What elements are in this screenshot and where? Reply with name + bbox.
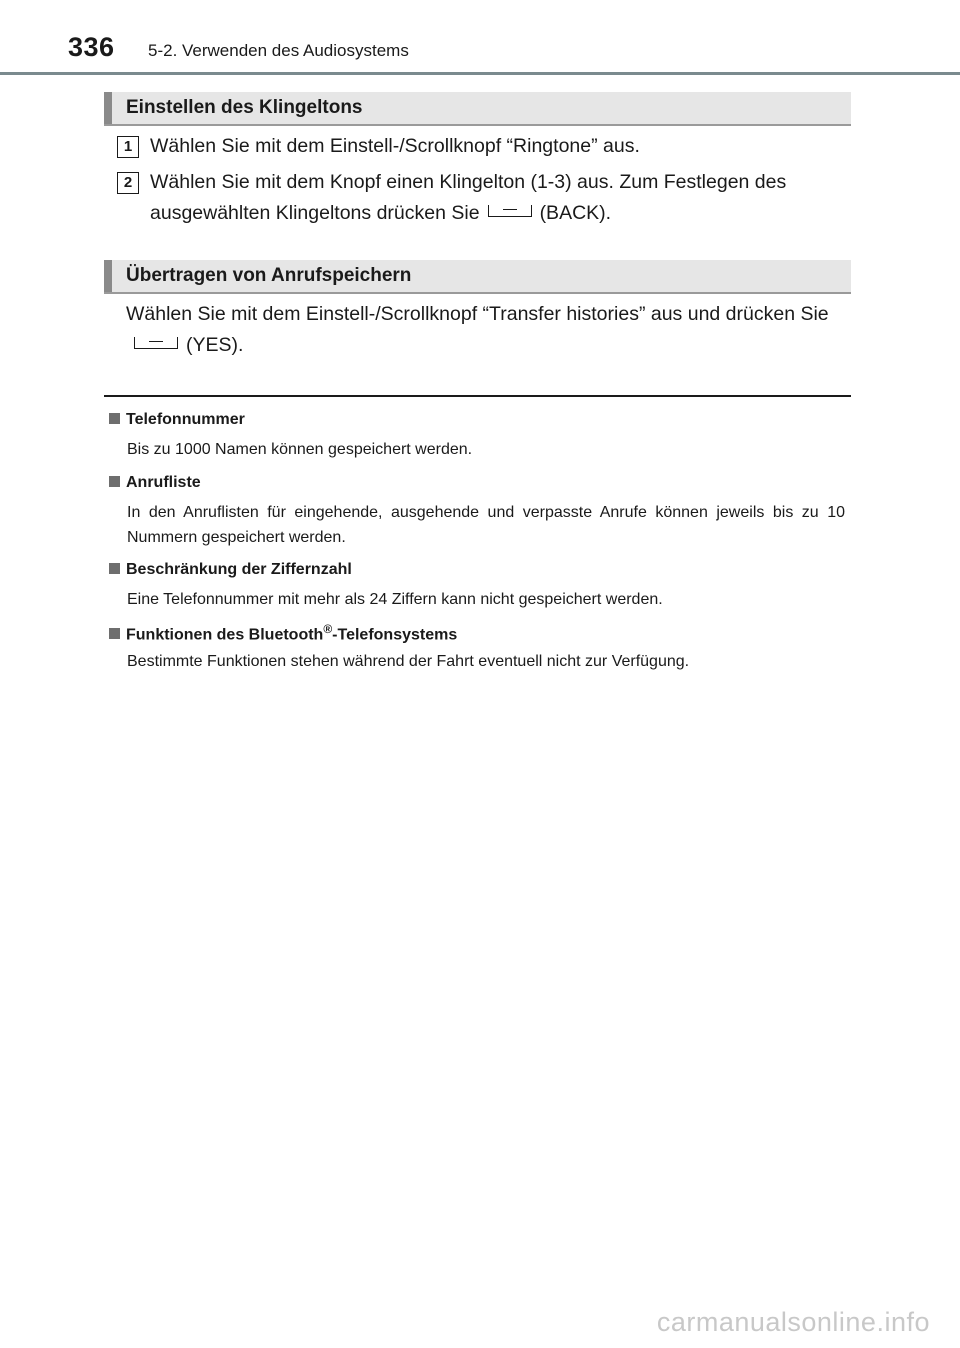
step-number-2: 2: [117, 172, 139, 194]
step-number-1: 1: [117, 136, 139, 158]
section-title: Übertragen von Anrufspeichern: [126, 265, 412, 286]
section-accent: [104, 92, 112, 124]
bullet-square-icon: [109, 628, 120, 639]
note-body-telefonnummer: Bis zu 1000 Namen können gespeichert werden.: [127, 441, 473, 458]
step-text-2-tail: (BACK).: [539, 202, 612, 224]
step-text-2-main: Wählen Sie mit dem Knopf einen Klingelton (1-3) aus. Zum Festlegen des ausgewählten Klingeltons drücken Sie: [150, 171, 787, 224]
note-title: Telefonnummer: [126, 411, 245, 428]
bullet-square-icon: [109, 476, 120, 487]
section-header-transfer: [104, 260, 851, 294]
step-text-2: [150, 167, 850, 229]
note-title-tail: -Telefonsystems: [332, 626, 458, 644]
header-rule: [0, 72, 960, 75]
note-title: Beschränkung der Ziffernzahl: [126, 561, 352, 578]
note-heading-telefonnummer: [109, 411, 245, 429]
note-heading-ziffernzahl: [109, 561, 352, 579]
transfer-text-main: Wählen Sie mit dem Einstell-/Scrollknopf “Transfer histories” aus und drücken Sie: [126, 303, 829, 325]
bullet-square-icon: [109, 563, 120, 574]
note-title: Anrufliste: [126, 474, 201, 491]
note-body-anrufliste: In den Anruflisten für eingehende, ausgehende und verpasste Anrufe können jeweils bis zu 10 Nummern gespeichert werden.: [127, 504, 845, 546]
transfer-text-tail: (YES).: [186, 334, 244, 356]
transfer-instruction: [126, 299, 850, 361]
back-button-icon: [488, 205, 532, 217]
step-text-1: Wählen Sie mit dem Einstell-/Scrollknopf “Ringtone” aus.: [150, 135, 640, 157]
page-number: 336: [68, 32, 115, 62]
note-body-bluetooth: Bestimmte Funktionen stehen während der Fahrt eventuell nicht zur Verfügung.: [127, 653, 690, 670]
registered-mark: ®: [323, 622, 333, 636]
note-heading-bluetooth: [109, 622, 457, 644]
yes-button-icon: [134, 337, 178, 349]
section-header-ringtone: [104, 92, 851, 126]
note-body-ziffernzahl: Eine Telefonnummer mit mehr als 24 Ziffern kann nicht gespeichert werden.: [127, 591, 663, 608]
chapter-title: 5-2. Verwenden des Audiosystems: [148, 41, 409, 60]
watermark: carmanualsonline.info: [656, 1307, 930, 1337]
note-heading-anrufliste: [109, 474, 201, 492]
bullet-square-icon: [109, 413, 120, 424]
section-title: Einstellen des Klingeltons: [126, 97, 363, 118]
note-title-main: Funktionen des Bluetooth: [126, 626, 324, 644]
section-accent: [104, 260, 112, 292]
section-separator: [104, 395, 851, 397]
